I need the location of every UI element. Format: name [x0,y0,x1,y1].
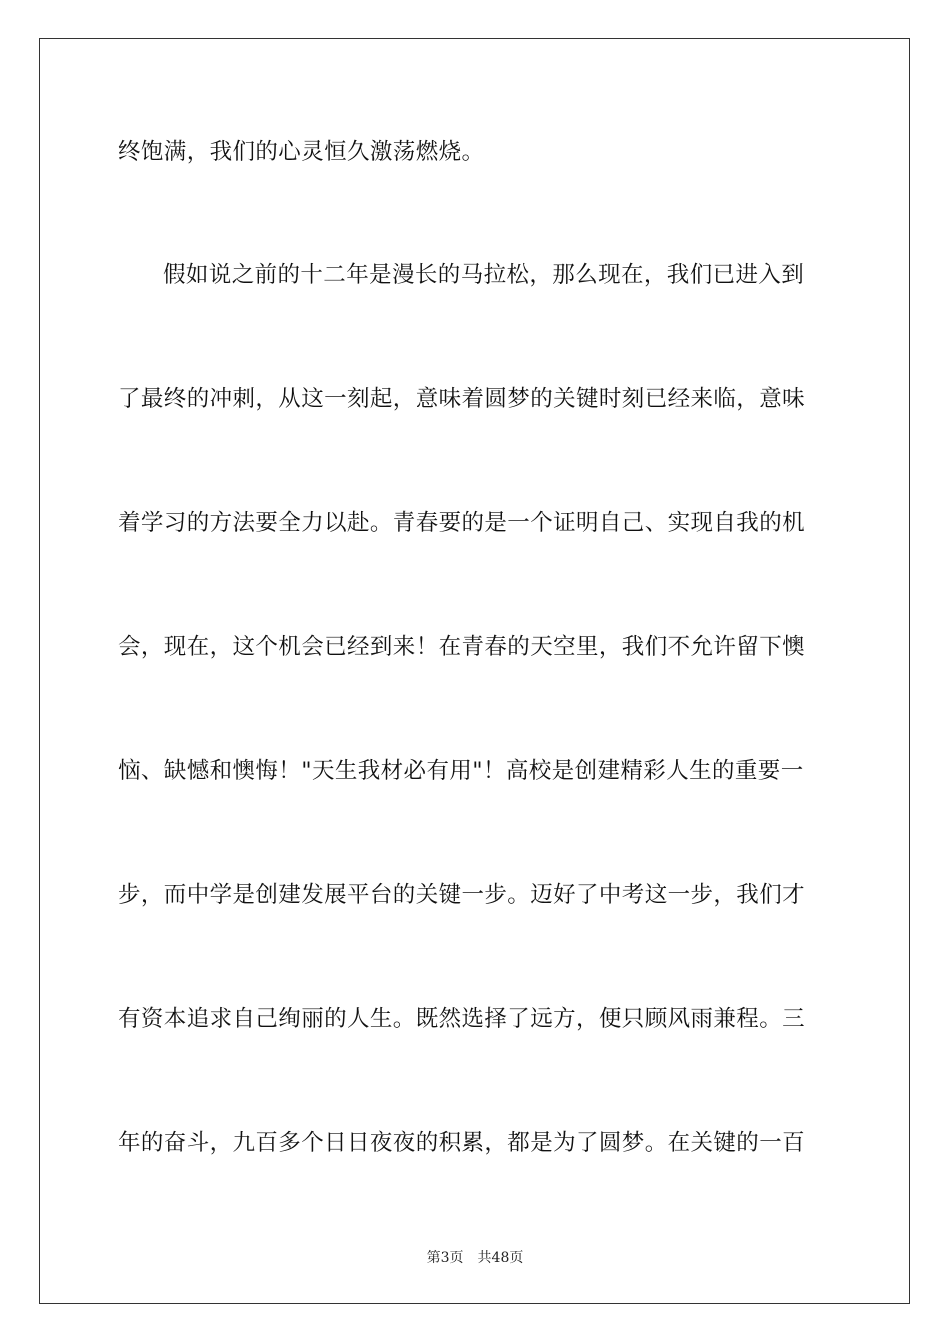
page-number: 第3页 [426,1250,464,1266]
text-line: 终饱满，我们的心灵恒久激荡燃烧。 [118,139,485,165]
text-line: 会，现在，这个机会已经到来！在青春的天空里，我们不允许留下懊 [118,634,806,660]
text-line: 年的奋斗，九百多个日日夜夜的积累，都是为了圆梦。在关键的一百 [118,1130,806,1156]
text-line: 了最终的冲刺，从这一刻起，意味着圆梦的关键时刻已经来临，意味 [118,386,806,412]
text-line: 着学习的方法要全力以赴。青春要的是一个证明自己、实现自我的机 [118,510,806,536]
page-footer [0,1247,950,1267]
text-line: 有资本追求自己绚丽的人生。既然选择了远方，便只顾风雨兼程。三 [118,1006,806,1032]
page-total: 共48页 [477,1250,524,1266]
text-line: 步，而中学是创建发展平台的关键一步。迈好了中考这一步，我们才 [118,882,806,908]
page-border [39,38,910,1304]
text-line: 恼、缺憾和懊悔！"天生我材必有用"！高校是创建精彩人生的重要一 [118,758,804,784]
paragraph-start-line: 假如说之前的十二年是漫长的马拉松，那么现在，我们已进入到 [163,262,805,288]
